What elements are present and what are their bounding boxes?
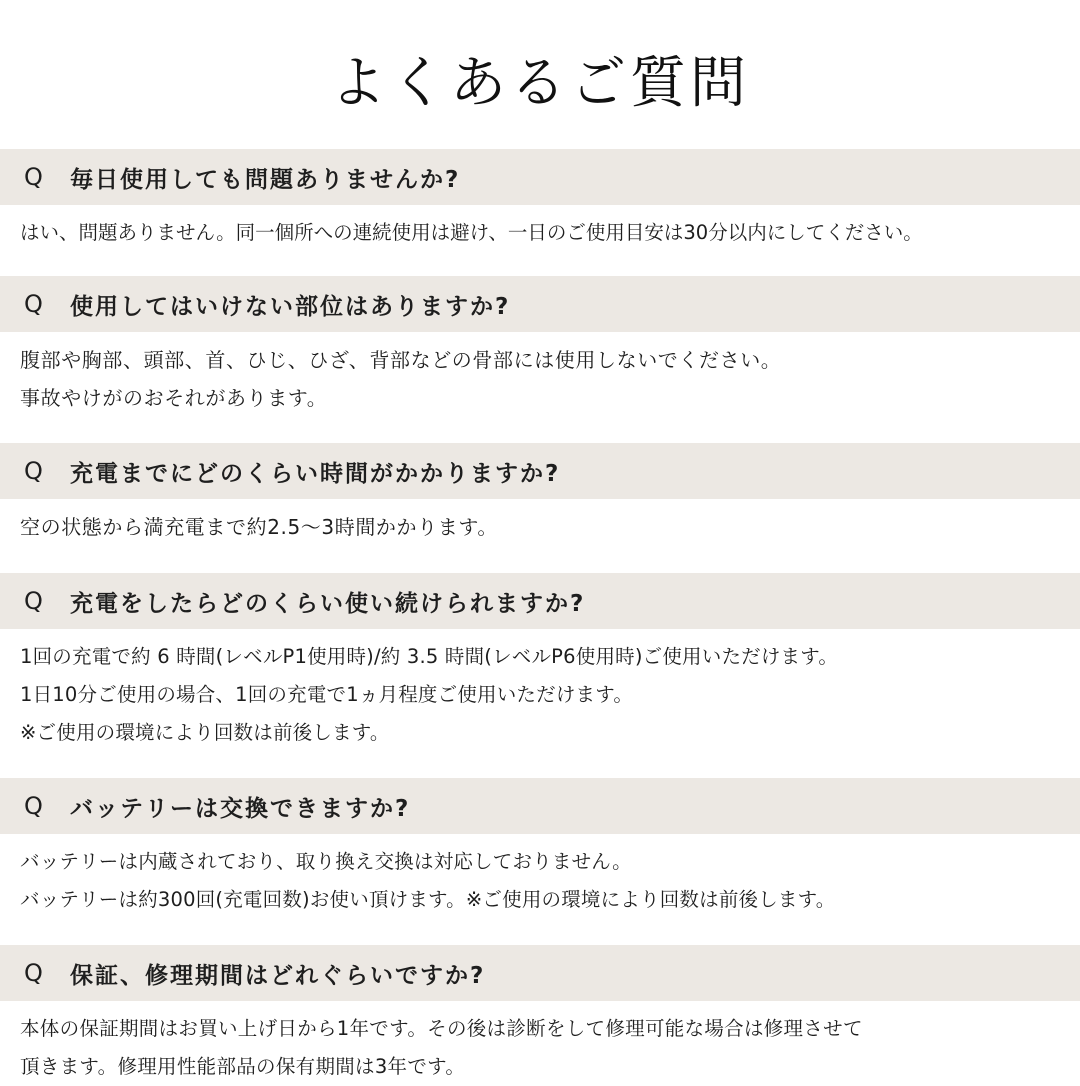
faq-answer-line: ※ご使用の環境により回数は前後します。 — [20, 721, 390, 744]
faq-question: 充電までにどのくらい時間がかかりますか? — [70, 460, 561, 487]
faq-question-bar — [0, 149, 1080, 205]
faq-answer-line: 1日10分ご使用の場合、1回の充電で1ヵ月程度ご使用いただけます。 — [20, 683, 634, 706]
faq-answer-line: バッテリーは約300回(充電回数)お使い頂けます。※ご使用の環境により回数は前後します。 — [20, 888, 836, 911]
faq-item — [0, 778, 1080, 919]
faq-answer — [0, 629, 1080, 752]
faq-question: 使用してはいけない部位はありますか? — [70, 293, 511, 320]
faq-question-bar — [0, 443, 1080, 499]
faq-question: 毎日使用しても問題ありませんか? — [70, 166, 461, 193]
q-mark: Q — [24, 163, 43, 191]
faq-answer — [0, 1001, 1080, 1086]
faq-answer — [0, 205, 1080, 252]
faq-answer-line: 頂きます。修理用性能部品の保有期間は3年です。 — [20, 1055, 466, 1078]
faq-question: バッテリーは交換できますか? — [70, 795, 411, 822]
faq-answer — [0, 834, 1080, 919]
faq-item — [0, 443, 1080, 546]
q-mark: Q — [24, 290, 43, 318]
faq-question: 保証、修理期間はどれぐらいですか? — [70, 962, 486, 989]
faq-answer-line: 事故やけがのおそれがあります。 — [20, 386, 328, 410]
q-mark: Q — [24, 457, 43, 485]
faq-question-bar — [0, 573, 1080, 629]
faq-answer-line: 1回の充電で約 6 時間(レベルP1使用時)/約 3.5 時間(レベルP6使用時)ご使用いただけます。 — [20, 645, 839, 668]
faq-item — [0, 149, 1080, 252]
q-mark: Q — [24, 792, 43, 820]
faq-answer — [0, 332, 1080, 417]
faq-item — [0, 276, 1080, 417]
faq-answer — [0, 499, 1080, 546]
faq-question: 充電をしたらどのくらい使い続けられますか? — [70, 590, 586, 617]
faq-answer-line: はい、問題ありません。同一個所への連続使用は避け、一日のご使用目安は30分以内にしてください。 — [20, 221, 923, 244]
faq-answer-line: 空の状態から満充電まで約2.5～3時間かかります。 — [20, 515, 498, 539]
page-title: よくあるご質問 — [330, 51, 750, 116]
q-mark: Q — [24, 587, 43, 615]
faq-question-bar — [0, 276, 1080, 332]
faq-answer-line: 腹部や胸部、頭部、首、ひじ、ひざ、背部などの骨部には使用しないでください。 — [20, 348, 782, 372]
faq-item — [0, 945, 1080, 1086]
q-mark: Q — [24, 959, 43, 987]
faq-item — [0, 573, 1080, 752]
faq-question-bar — [0, 945, 1080, 1001]
faq-answer-line: バッテリーは内蔵されており、取り換え交換は対応しておりません。 — [20, 850, 632, 873]
faq-answer-line: 本体の保証期間はお買い上げ日から1年です。その後は診断をして修理可能な場合は修理させて — [20, 1017, 863, 1040]
faq-question-bar — [0, 778, 1080, 834]
